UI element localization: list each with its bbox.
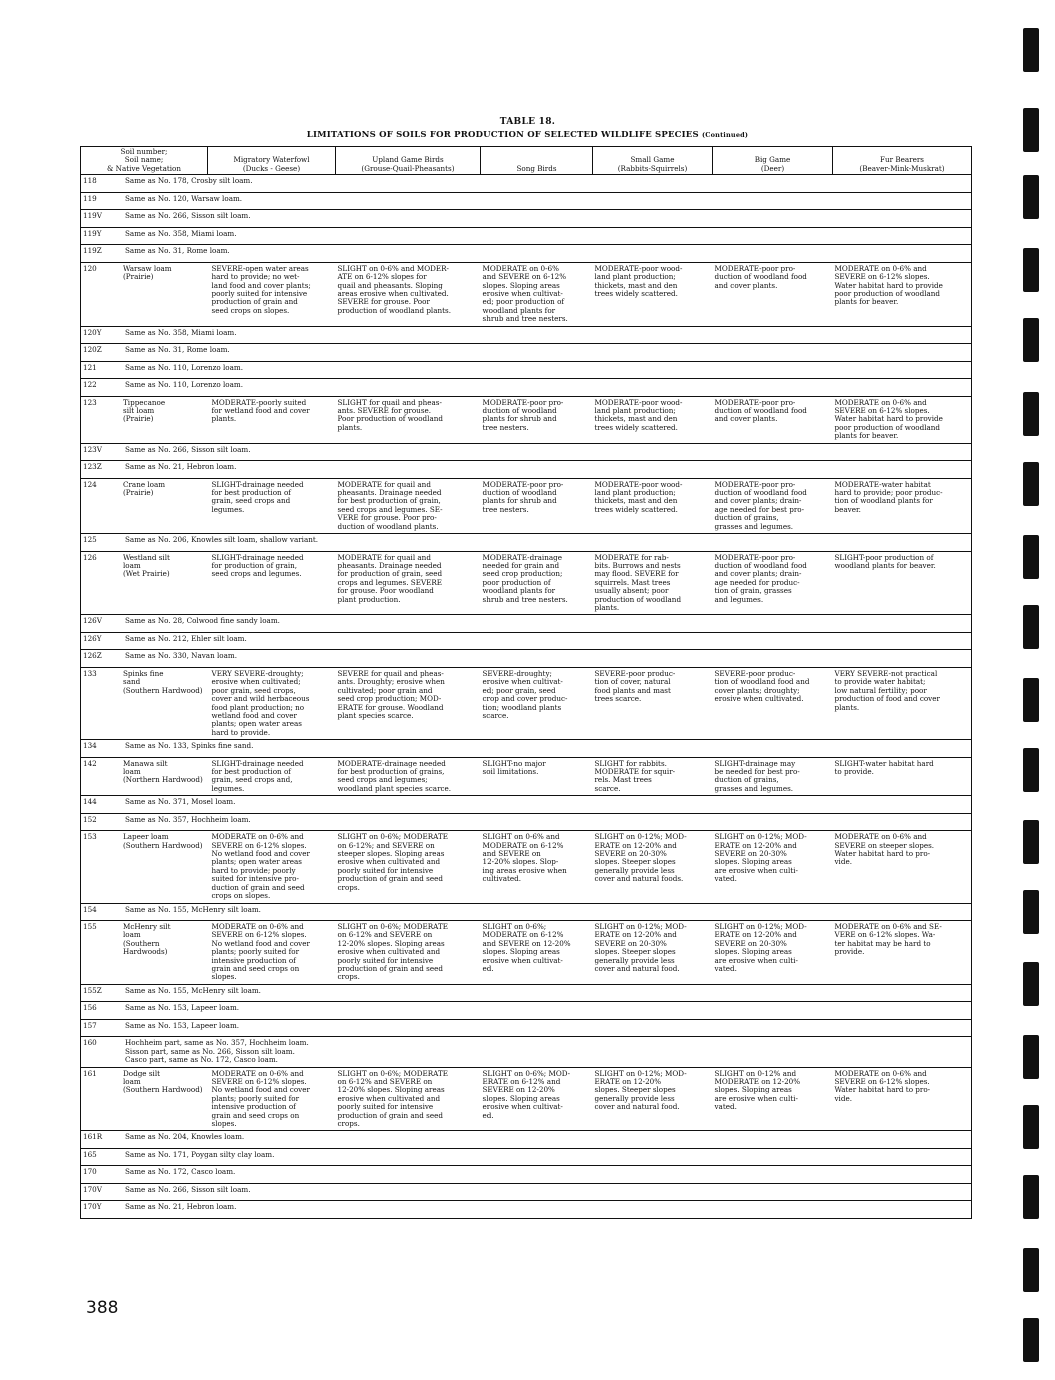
page-number: 388 (86, 1298, 119, 1318)
table-row (81, 1067, 972, 1131)
soil-number: 125 (83, 535, 97, 545)
table-cell (81, 210, 972, 228)
same-as-reference: Same as No. 21, Hebron loam. (125, 462, 237, 472)
limitation-cell: SLIGHT-drainage needed for best production of grain, seed crops and legumes. (208, 478, 336, 533)
same-as-reference: Same as No. 31, Rome loam. (125, 246, 230, 256)
same-as-reference: Same as No. 266, Sisson silt loam. (125, 444, 251, 454)
soil-number: 122 (83, 380, 97, 390)
same-as-reference: Same as No. 371, Mosel loam. (125, 797, 236, 807)
table-row (81, 1131, 972, 1149)
table-cell (81, 361, 972, 379)
column-header: Song Birds (481, 147, 593, 175)
soil-identity-cell (81, 396, 208, 443)
soil-name: Lapeer loam (Southern Hardwood) (123, 832, 203, 850)
limitation-cell: SEVERE-droughty; erosive when cultivat- ed; poor grain, seed crop and cover produc- tion; woodland plants scarce. (481, 667, 593, 739)
table-row (81, 903, 972, 921)
limitation-cell: MODERATE-poor wood- land plant production; thickets, mast and den trees widely scattered. (593, 478, 713, 533)
soil-number: 119V (83, 211, 102, 221)
limitation-cell: SLIGHT on 0-6%; MODERATE on 6-12% and SEVERE on 12-20% slopes. Sloping areas erosive when cultivated and poorly suited for intensive production of grain and seed crops. (336, 921, 481, 985)
limitation-cell: SEVERE-poor produc- tion of woodland food and cover plants; droughty; erosive when cultivated. (713, 667, 833, 739)
table-cell (81, 740, 972, 758)
soil-number: 126V (83, 616, 102, 626)
soil-number: 126 (83, 552, 97, 562)
limitation-cell: MODERATE on 0-6% and SEVERE on 6-12% slopes. Water habitat hard to provide poor production of woodland plants for beaver. (833, 396, 972, 443)
table-cell (81, 1148, 972, 1166)
limitation-cell: SLIGHT on 0-6%; MOD- ERATE on 6-12% and SEVERE on 12-20% slopes. Sloping areas erosive when cultivat- ed. (481, 1067, 593, 1131)
soil-number: 120Z (83, 345, 102, 355)
registration-mark (1023, 1105, 1039, 1149)
registration-mark (1023, 605, 1039, 649)
soil-name: Tippecanoe silt loam (Prairie) (123, 397, 166, 424)
same-as-reference: Same as No. 155, McHenry silt loam. (125, 985, 261, 995)
soil-number: 133 (83, 668, 97, 678)
limitation-cell: SEVERE for quail and pheas- ants. Droughty; erosive when cultivated; poor grain and seed crop production; MOD- ERATE for grouse. Woodland plant species scarce. (336, 667, 481, 739)
soil-number: 170Y (83, 1202, 102, 1212)
registration-mark (1023, 1175, 1039, 1219)
table-cell (81, 903, 972, 921)
soil-number: 170 (83, 1167, 97, 1177)
table-cell (81, 984, 972, 1002)
soil-number: 120Y (83, 327, 102, 337)
table-row (81, 396, 972, 443)
same-as-reference: Same as No. 21, Hebron loam. (125, 1202, 237, 1212)
limitation-cell: MODERATE on 0-6% and SEVERE on 6-12% slopes. Sloping areas erosive when cultivat- ed; poor production of woodland plants for shrub and tree nesters. (481, 262, 593, 326)
soil-number: 144 (83, 797, 97, 807)
same-as-reference: Same as No. 357, Hochheim loam. (125, 814, 251, 824)
same-as-reference: Same as No. 206, Knowles silt loam, shallow variant. (125, 535, 319, 545)
soil-name: Crane loam (Prairie) (123, 479, 166, 497)
registration-mark (1023, 108, 1039, 152)
soil-identity-cell (81, 478, 208, 533)
column-header: Big Game (Deer) (713, 147, 833, 175)
table-cell (81, 443, 972, 461)
same-as-reference: Same as No. 153, Lapeer loam. (125, 1003, 240, 1013)
same-as-reference: Same as No. 172, Casco loam. (125, 1167, 236, 1177)
limitation-cell: MODERATE-poor pro- duction of woodland food and cover plants; drain- age needed for best pro- duction of grains, grasses and legumes. (713, 478, 833, 533)
column-header: Small Game (Rabbits-Squirrels) (593, 147, 713, 175)
same-as-reference: Same as No. 212, Ehler silt loam. (125, 633, 247, 643)
soil-identity-cell (81, 667, 208, 739)
table-cell (81, 461, 972, 479)
table-body (81, 175, 972, 1219)
table-cell (81, 813, 972, 831)
wildlife-limitations-table (80, 146, 972, 1219)
same-as-reference: Same as No. 110, Lorenzo loam. (125, 380, 243, 390)
table-row (81, 534, 972, 552)
soil-name: McHenry silt loam (Southern Hardwoods) (123, 922, 171, 957)
limitation-cell: MODERATE on 0-6% and SEVERE on 6-12% slopes. Water habitat hard to pro- vide. (833, 1067, 972, 1131)
limitation-cell: MODERATE on 0-6% and SEVERE on 6-12% slopes. No wetland food and cover plants; open water areas hard to provide; poorly suited for intensive pro- duction of grain and seed crops on slopes. (208, 831, 336, 903)
limitation-cell: SLIGHT-drainage may be needed for best pro- duction of grains, grasses and legumes. (713, 757, 833, 796)
column-header: Soil number; Soil name; & Native Vegetation (81, 147, 208, 175)
limitation-cell: SLIGHT-water habitat hard to provide. (833, 757, 972, 796)
limitation-cell: SLIGHT on 0-12%; MOD- ERATE on 12-20% and SEVERE on 20-30% slopes. Steeper slopes generally provide less cover and natural food. (593, 921, 713, 985)
table-cell (81, 1183, 972, 1201)
soil-number: 134 (83, 741, 97, 751)
soil-number: 161 (83, 1068, 97, 1078)
table-row (81, 1148, 972, 1166)
registration-mark (1023, 1248, 1039, 1292)
limitation-cell: MODERATE on 0-6% and SEVERE on 6-12% slopes. No wetland food and cover plants; poorly suited for intensive production of grain and seed crops on slopes. (208, 921, 336, 985)
same-as-reference: Same as No. 204, Knowles loam. (125, 1132, 245, 1142)
registration-mark (1023, 462, 1039, 506)
limitation-cell: MODERATE-drainage needed for best production of grains, seed crops and legumes; woodland plant species scarce. (336, 757, 481, 796)
limitation-cell: SLIGHT on 0-12%; MOD- ERATE on 12-20% and SEVERE on 20-30% slopes. Sloping areas are erosive when culti- vated. (713, 831, 833, 903)
registration-mark (1023, 175, 1039, 219)
limitation-cell: SLIGHT-drainage needed for production of grain, seed crops and legumes. (208, 551, 336, 615)
table-row (81, 551, 972, 615)
table-row (81, 921, 972, 985)
soil-number: 155Z (83, 985, 102, 995)
limitation-cell: SLIGHT on 0-12%; MOD- ERATE on 12-20% slopes. Steeper slopes generally provide less cover and natural food. (593, 1067, 713, 1131)
limitation-cell: SLIGHT for quail and pheas- ants. SEVERE for grouse. Poor production of woodland plants. (336, 396, 481, 443)
soil-number: 119Y (83, 228, 102, 238)
same-as-reference: Same as No. 31, Rome loam. (125, 345, 230, 355)
limitation-cell: SLIGHT-poor production of woodland plants for beaver. (833, 551, 972, 615)
limitation-cell: MODERATE-poor wood- land plant production; thickets, mast and den trees widely scattered. (593, 262, 713, 326)
soil-number: 157 (83, 1020, 97, 1030)
table-cell (81, 796, 972, 814)
registration-mark (1023, 890, 1039, 934)
table-cell (81, 534, 972, 552)
same-as-reference: Same as No. 358, Miami loam. (125, 228, 237, 238)
table-row (81, 813, 972, 831)
limitation-cell: MODERATE on 0-6% and SE- VERE on 6-12% slopes. Wa- ter habitat may be hard to provide. (833, 921, 972, 985)
limitation-cell: MODERATE for rab- bits. Burrows and nests may flood. SEVERE for squirrels. Mast trees usually absent; poor production of woodland plants. (593, 551, 713, 615)
soil-number: 154 (83, 904, 97, 914)
soil-name: Warsaw loam (Prairie) (123, 263, 172, 282)
registration-mark (1023, 392, 1039, 436)
same-as-reference: Same as No. 155, McHenry silt loam. (125, 904, 261, 914)
limitation-cell: SLIGHT for rabbits. MODERATE for squir- rels. Mast trees scarce. (593, 757, 713, 796)
registration-mark (1023, 820, 1039, 864)
limitation-cell: MODERATE-drainage needed for grain and seed crop production; poor production of woodland plants for shrub and tree nesters. (481, 551, 593, 615)
table-row (81, 632, 972, 650)
table-row (81, 192, 972, 210)
table-row (81, 1201, 972, 1219)
limitation-cell: SLIGHT on 0-6%; MODERATE on 6-12% and SEVERE on 12-20% slopes. Sloping areas erosive when cultivat- ed. (481, 921, 593, 985)
table-row (81, 650, 972, 668)
registration-mark (1023, 535, 1039, 579)
limitation-cell: VERY SEVERE-not practical to provide water habitat; low natural fertility; poor production of food and cover plants. (833, 667, 972, 739)
same-as-reference: Same as No. 171, Poygan silty clay loam. (125, 1149, 275, 1159)
limitation-cell: MODERATE on 0-6% and SEVERE on 6-12% slopes. No wetland food and cover plants; poorly suited for intensive production of grain and seed crops on slopes. (208, 1067, 336, 1131)
limitation-cell: MODERATE for quail and pheasants. Drainage needed for best production of grain, seed crops and legumes. SE- VERE for grouse. Poor pro- duction of woodland plants. (336, 478, 481, 533)
table-cell (81, 245, 972, 263)
same-as-reference: Same as No. 178, Crosby silt loam. (125, 176, 253, 186)
table-cell (81, 192, 972, 210)
soil-number: 153 (83, 832, 97, 842)
limitation-cell: SEVERE-open water areas hard to provide; no wet- land food and cover plants; poorly suited for intensive production of grain and seed crops on slopes. (208, 262, 336, 326)
limitation-cell: MODERATE-poor pro- duction of woodland food and cover plants. (713, 396, 833, 443)
limitation-cell: MODERATE-poor wood- land plant production; thickets, mast and den trees widely scattered. (593, 396, 713, 443)
table-row (81, 1166, 972, 1184)
table-row (81, 227, 972, 245)
table-row (81, 478, 972, 533)
table-row (81, 831, 972, 903)
soil-identity-cell (81, 262, 208, 326)
table-subtitle-text: LIMITATIONS OF SOILS FOR PRODUCTION OF SELECTED WILDLIFE SPECIES (306, 130, 699, 140)
table-row (81, 210, 972, 228)
table-cell (81, 1166, 972, 1184)
limitation-cell: MODERATE-poor pro- duction of woodland plants for shrub and tree nesters. (481, 478, 593, 533)
table-row (81, 262, 972, 326)
soil-number: 126Y (83, 633, 102, 643)
soil-identity-cell (81, 1067, 208, 1131)
column-header: Migratory Waterfowl (Ducks - Geese) (208, 147, 336, 175)
table-cell (81, 632, 972, 650)
table-cell (81, 615, 972, 633)
limitation-cell: SLIGHT on 0-6%; MODERATE on 6-12% and SEVERE on 12-20% slopes. Sloping areas erosive when cultivated and poorly suited for intensive production of grain and seed crops. (336, 1067, 481, 1131)
table-row (81, 984, 972, 1002)
limitation-cell: MODERATE for quail and pheasants. Drainage needed for production of grain, seed crops and legumes. SEVERE for grouse. Poor woodland plant production. (336, 551, 481, 615)
table-row (81, 361, 972, 379)
table-cell (81, 1002, 972, 1020)
limitation-cell: MODERATE-poorly suited for wetland food and cover plants. (208, 396, 336, 443)
soil-number: 124 (83, 479, 97, 489)
table-row (81, 344, 972, 362)
limitation-cell: MODERATE-poor pro- duction of woodland food and cover plants. (713, 262, 833, 326)
registration-mark (1023, 248, 1039, 292)
table-cell (81, 379, 972, 397)
same-as-reference: Same as No. 133, Spinks fine sand. (125, 741, 254, 751)
soil-number: 160 (83, 1038, 97, 1048)
table-row (81, 796, 972, 814)
limitation-cell: SLIGHT on 0-6%; MODERATE on 6-12%; and SEVERE on steeper slopes. Sloping areas erosive when cultivated and poorly suited for intensive production of grain and seed crops. (336, 831, 481, 903)
soil-number: 165 (83, 1149, 97, 1159)
soil-name: Spinks fine sand (Southern Hardwood) (123, 668, 203, 695)
registration-mark (1023, 318, 1039, 362)
soil-identity-cell (81, 757, 208, 796)
wildlife-limitations-table-container (80, 146, 971, 1219)
column-header: Upland Game Birds (Grouse-Quail-Pheasants) (336, 147, 481, 175)
limitation-cell: MODERATE-water habitat hard to provide; poor produc- tion of woodland plants for beaver. (833, 478, 972, 533)
soil-number: 155 (83, 922, 97, 931)
registration-mark (1023, 678, 1039, 722)
soil-name: Westland silt loam (Wet Prairie) (123, 552, 170, 579)
same-as-reference: Same as No. 153, Lapeer loam. (125, 1020, 240, 1030)
table-cell (81, 650, 972, 668)
same-as-reference: Same as No. 330, Navan loam. (125, 651, 238, 661)
soil-number: 123V (83, 444, 102, 454)
same-as-reference: Same as No. 110, Lorenzo loam. (125, 362, 243, 372)
limitation-cell: SLIGHT on 0-12%; MOD- ERATE on 12-20% and SEVERE on 20-30% slopes. Steeper slopes generally provide less cover and natural foods. (593, 831, 713, 903)
table-row (81, 1037, 972, 1067)
soil-number: 118 (83, 176, 97, 186)
table-row (81, 461, 972, 479)
same-as-reference: Same as No. 266, Sisson silt loam. (125, 211, 251, 221)
table-subtitle (0, 130, 1055, 140)
limitation-cell: MODERATE on 0-6% and SEVERE on 6-12% slopes. Water habitat hard to provide poor production of woodland plants for beaver. (833, 262, 972, 326)
soil-identity-cell (81, 831, 208, 903)
registration-mark (1023, 962, 1039, 1006)
registration-mark (1023, 28, 1039, 72)
table-cell (81, 1131, 972, 1149)
same-as-reference: Same as No. 28, Colwood fine sandy loam. (125, 616, 280, 626)
column-header: Fur Bearers (Beaver-Mink-Muskrat) (833, 147, 972, 175)
soil-number: 161R (83, 1132, 103, 1142)
soil-number: 142 (83, 758, 97, 768)
soil-number: 123Z (83, 462, 102, 472)
soil-name: Manawa silt loam (Northern Hardwood) (123, 758, 203, 785)
soil-number: 152 (83, 814, 97, 824)
same-as-reference: Hochheim part, same as No. 357, Hochheim loam. Sisson part, same as No. 266, Sisson silt loam. Casco part, same as No. 172, Casco loam. (125, 1038, 309, 1065)
same-as-reference: Same as No. 358, Miami loam. (125, 327, 237, 337)
table-row (81, 757, 972, 796)
soil-number: 123 (83, 397, 97, 407)
soil-number: 120 (83, 263, 97, 273)
table-cell (81, 175, 972, 193)
table-title: TABLE 18. (499, 117, 556, 127)
limitation-cell: MODERATE-poor pro- duction of woodland food and cover plants; drain- age needed for produc- tion of grain, grasses and legumes. (713, 551, 833, 615)
limitation-cell: VERY SEVERE-droughty; erosive when cultivated; poor grain, seed crops, cover and wild herbaceous food plant production; no wetland food and cover plants; open water areas hard to provide. (208, 667, 336, 739)
limitation-cell: MODERATE on 0-6% and SEVERE on steeper slopes. Water habitat hard to pro- vide. (833, 831, 972, 903)
soil-number: 126Z (83, 651, 102, 661)
soil-number: 170V (83, 1184, 102, 1194)
table-row (81, 740, 972, 758)
table-subtitle-suffix: (Continued) (702, 131, 749, 139)
same-as-reference: Same as No. 266, Sisson silt loam. (125, 1184, 251, 1194)
soil-identity-cell (81, 921, 208, 985)
soil-identity-cell (81, 551, 208, 615)
table-cell (81, 326, 972, 344)
soil-number: 119 (83, 193, 97, 203)
table-header-row (81, 147, 972, 175)
table-row (81, 1019, 972, 1037)
soil-number: 121 (83, 362, 97, 372)
table-row (81, 379, 972, 397)
registration-mark (1023, 1035, 1039, 1079)
margin-registration-marks (1021, 0, 1045, 1380)
limitation-cell: SLIGHT-drainage needed for best production of grain, seed crops and, legumes. (208, 757, 336, 796)
table-row (81, 615, 972, 633)
table-cell (81, 227, 972, 245)
limitation-cell: SLIGHT on 0-12%; MOD- ERATE on 12-20% and SEVERE on 20-30% slopes. Sloping areas are erosive when culti- vated. (713, 921, 833, 985)
limitation-cell: SLIGHT on 0-12% and MODERATE on 12-20% slopes. Sloping areas are erosive when culti- vated. (713, 1067, 833, 1131)
limitation-cell: MODERATE-poor pro- duction of woodland plants for shrub and tree nesters. (481, 396, 593, 443)
table-row (81, 443, 972, 461)
limitation-cell: SLIGHT-no major soil limitations. (481, 757, 593, 796)
soil-number: 156 (83, 1003, 97, 1013)
registration-mark (1023, 748, 1039, 792)
limitation-cell: SEVERE-poor produc- tion of cover, natural food plants and mast trees scarce. (593, 667, 713, 739)
table-row (81, 667, 972, 739)
soil-number: 119Z (83, 246, 102, 256)
table-row (81, 1183, 972, 1201)
table-row (81, 245, 972, 263)
table-row (81, 175, 972, 193)
soil-name: Dodge silt loam (Southern Hardwood) (123, 1068, 203, 1095)
same-as-reference: Same as No. 120, Warsaw loam. (125, 193, 243, 203)
table-cell (81, 344, 972, 362)
table-cell (81, 1019, 972, 1037)
table-row (81, 1002, 972, 1020)
limitation-cell: SLIGHT on 0-6% and MODERATE on 6-12% and SEVERE on 12-20% slopes. Slop- ing areas erosive when cultivated. (481, 831, 593, 903)
table-row (81, 326, 972, 344)
limitation-cell: SLIGHT on 0-6% and MODER- ATE on 6-12% slopes for quail and pheasants. Sloping areas erosive when cultivated. SEVERE for grouse. Poor production of woodland plants. (336, 262, 481, 326)
registration-mark (1023, 1318, 1039, 1362)
table-cell (81, 1037, 972, 1067)
table-cell (81, 1201, 972, 1219)
